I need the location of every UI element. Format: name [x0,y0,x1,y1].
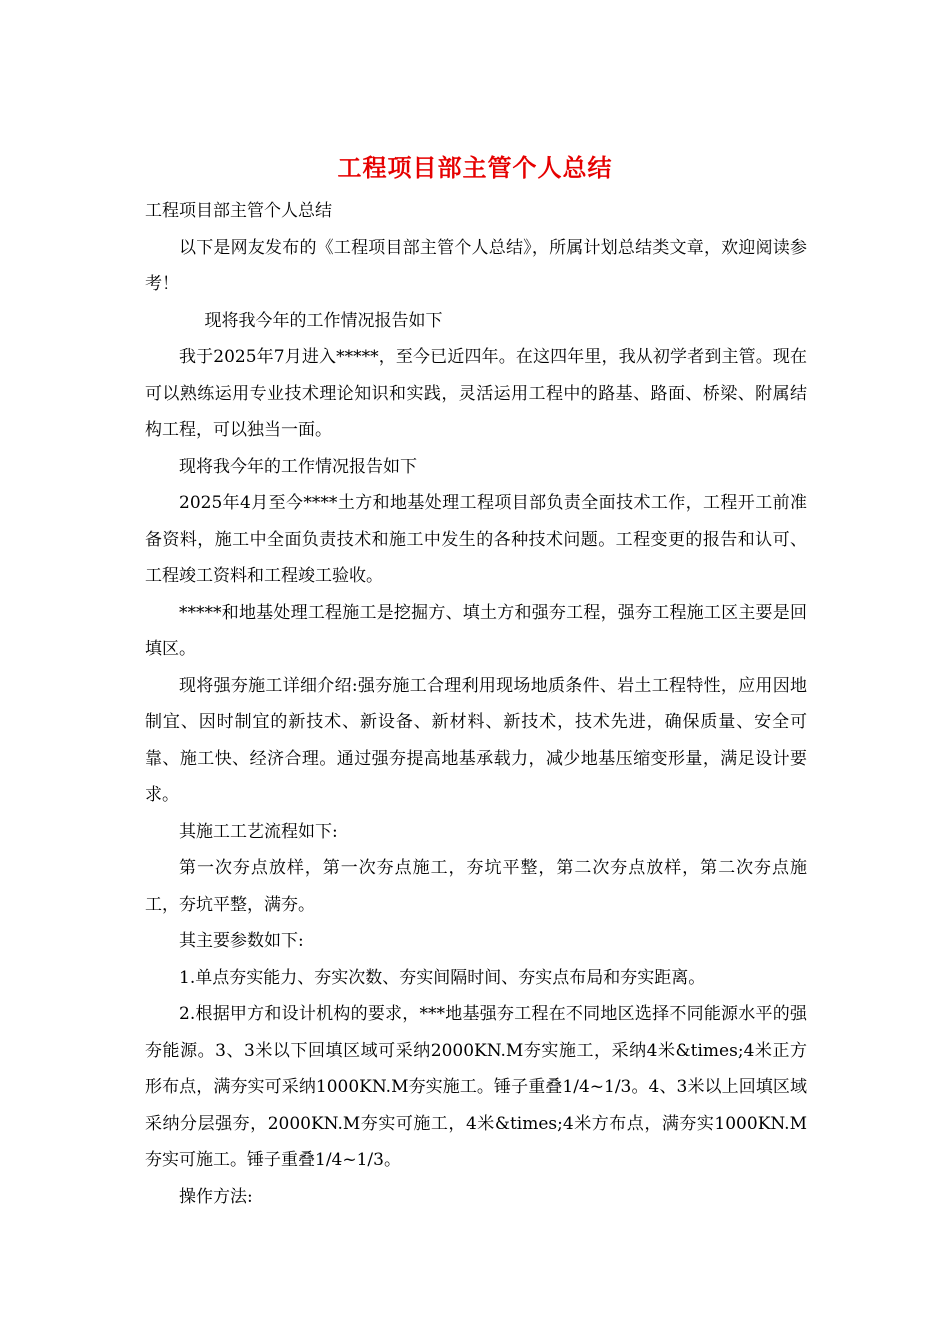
document-body [145,193,807,1215]
report-heading-paragraph-2: 现将我今年的工作情况报告如下 [179,456,417,477]
parameter-item-1: 1.单点夯实能力、夯实次数、夯实间隔时间、夯实点布局和夯实距离。 [179,967,706,988]
process-heading-paragraph: 其施工工艺流程如下: [179,821,338,842]
operation-heading-paragraph: 操作方法: [179,1186,253,1207]
responsibilities-paragraph: 2025年4月至今****土方和地基处理工程项目部负责全面技术工作，工程开工前准备资料，施工中全面负责技术和施工中发生的各种技术问题。工程变更的报告和认可、工程竣工资料和工程竣工验收。 [145,493,807,586]
background-paragraph: 我于2025年7月进入*****，至今已近四年。在这四年里，我从初学者到主管。现在可以熟练运用专业技术理论知识和实践，灵活运用工程中的路基、路面、桥梁、附属结构工程，可以独当一面。 [145,347,807,440]
scope-paragraph: *****和地基处理工程施工是挖掘方、填土方和强夯工程，强夯工程施工区主要是回填区。 [145,602,807,659]
parameter-item-2: 2.根据甲方和设计机构的要求，***地基强夯工程在不同地区选择不同能源水平的强夯能源。3、3米以下回填区域可采纳2000KN.M夯实施工，采纳4米&times;4米正方形布点，满夯实可采纳1000KN.M夯实施工。锤子重叠1/4~1/3。4、3米以上回填区域采纳分层强夯，2000KN.M夯实可施工，4米&times;4米方布点，满夯实1000KN.M夯实可施工。锤子重叠1/4~1/3。 [145,1004,807,1170]
intro-paragraph: 以下是网友发布的《工程项目部主管个人总结》，所属计划总结类文章，欢迎阅读参考！ [145,237,807,294]
compaction-intro-paragraph: 现将强夯施工详细介绍:强夯施工合理利用现场地质条件、岩土工程特性，应用因地制宜、因时制宜的新技术、新设备、新材料、新技术，技术先进，确保质量、安全可靠、施工快、经济合理。通过强夯提高地基承载力，减少地基压缩变形量，满足设计要求。 [145,675,807,805]
report-heading-paragraph: 现将我今年的工作情况报告如下 [204,310,443,331]
subtitle-paragraph: 工程项目部主管个人总结 [145,201,332,221]
parameters-heading-paragraph: 其主要参数如下: [179,931,304,951]
process-steps-paragraph: 第一次夯点放样，第一次夯点施工，夯坑平整，第二次夯点放样，第二次夯点施工，夯坑平整，满夯。 [145,858,807,915]
document-title: 工程项目部主管个人总结 [337,153,613,182]
